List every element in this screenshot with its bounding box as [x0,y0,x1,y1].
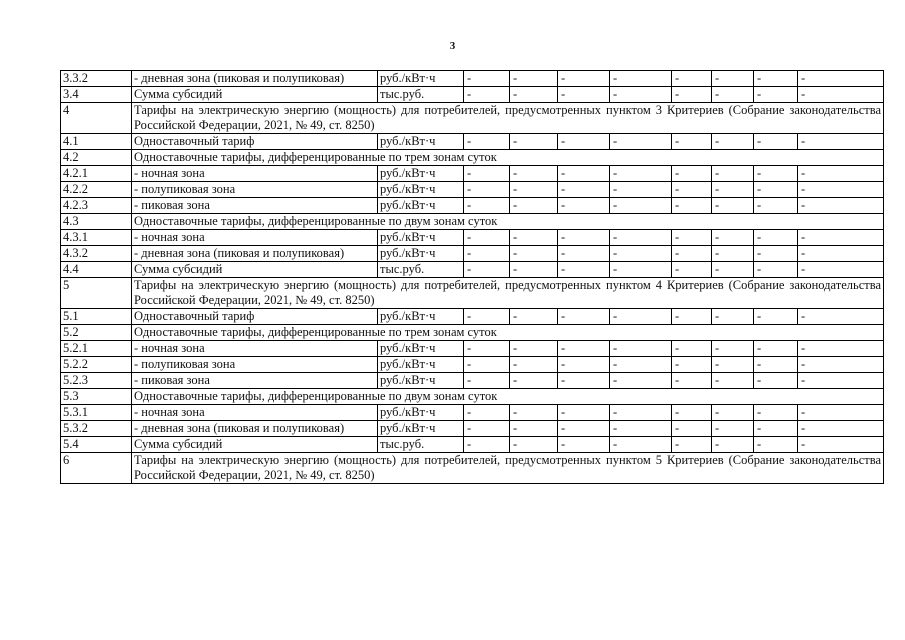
table-row [61,230,884,246]
value-cell: - [464,262,510,278]
row-label: - дневная зона (пиковая и полупиковая) [132,246,378,262]
value-cell: - [510,373,558,389]
section-title: Тарифы на электрическую энергию (мощность) для потребителей, предусмотренных пунктом 4 Критериев (Собрание законодательства Российской Федерации, 2021, № 49, ст. 8250) [132,278,884,309]
value-cell: - [510,357,558,373]
row-number: 3.3.2 [61,71,132,87]
value-cell: - [798,230,884,246]
value-cell: - [672,405,712,421]
row-number: 5.3.1 [61,405,132,421]
value-cell: - [558,198,610,214]
value-cell: - [712,341,754,357]
row-number: 4.3.1 [61,230,132,246]
value-cell: - [798,421,884,437]
value-cell: - [610,230,672,246]
table-row [61,437,884,453]
section-title: Одноставочные тарифы, дифференцированные по трем зонам суток [132,150,884,166]
value-cell: - [464,166,510,182]
value-cell: - [798,373,884,389]
value-cell: - [464,246,510,262]
row-unit: руб./кВт·ч [378,373,464,389]
row-label: - ночная зона [132,341,378,357]
value-cell: - [464,134,510,150]
value-cell: - [712,421,754,437]
value-cell: - [510,87,558,103]
value-cell: - [610,262,672,278]
value-cell: - [798,166,884,182]
row-number: 4.4 [61,262,132,278]
row-unit: руб./кВт·ч [378,309,464,325]
value-cell: - [672,134,712,150]
value-cell: - [798,357,884,373]
value-cell: - [464,341,510,357]
value-cell: - [798,246,884,262]
value-cell: - [754,437,798,453]
value-cell: - [510,246,558,262]
value-cell: - [754,71,798,87]
value-cell: - [798,71,884,87]
value-cell: - [510,134,558,150]
value-cell: - [610,166,672,182]
value-cell: - [712,71,754,87]
row-unit: тыс.руб. [378,262,464,278]
value-cell: - [510,421,558,437]
value-cell: - [754,166,798,182]
value-cell: - [558,405,610,421]
value-cell: - [712,357,754,373]
value-cell: - [610,437,672,453]
table-row [61,309,884,325]
row-label: - дневная зона (пиковая и полупиковая) [132,421,378,437]
value-cell: - [798,198,884,214]
table-row [61,373,884,389]
row-number: 5.2.3 [61,373,132,389]
table-row [61,134,884,150]
row-label: - полупиковая зона [132,357,378,373]
value-cell: - [464,182,510,198]
value-cell: - [712,87,754,103]
value-cell: - [798,87,884,103]
value-cell: - [558,421,610,437]
table-row [61,421,884,437]
value-cell: - [610,71,672,87]
value-cell: - [712,309,754,325]
value-cell: - [610,87,672,103]
value-cell: - [672,341,712,357]
row-unit: руб./кВт·ч [378,134,464,150]
row-unit: тыс.руб. [378,87,464,103]
value-cell: - [712,230,754,246]
value-cell: - [464,357,510,373]
value-cell: - [464,87,510,103]
value-cell: - [558,246,610,262]
row-label: Одноставочный тариф [132,309,378,325]
value-cell: - [672,198,712,214]
row-number: 4.2.2 [61,182,132,198]
row-unit: тыс.руб. [378,437,464,453]
value-cell: - [754,309,798,325]
value-cell: - [464,309,510,325]
value-cell: - [610,198,672,214]
value-cell: - [510,309,558,325]
section-title: Одноставочные тарифы, дифференцированные по двум зонам суток [132,389,884,405]
value-cell: - [558,230,610,246]
value-cell: - [672,246,712,262]
value-cell: - [712,262,754,278]
value-cell: - [610,246,672,262]
table-row [61,182,884,198]
value-cell: - [672,421,712,437]
value-cell: - [798,182,884,198]
value-cell: - [510,71,558,87]
value-cell: - [610,182,672,198]
value-cell: - [754,230,798,246]
value-cell: - [754,198,798,214]
section-title: Тарифы на электрическую энергию (мощность) для потребителей, предусмотренных пунктом 5 Критериев (Собрание законодательства Российской Федерации, 2021, № 49, ст. 8250) [132,453,884,484]
row-number: 5.2.2 [61,357,132,373]
row-number: 5.3 [61,389,132,405]
row-number: 3.4 [61,87,132,103]
row-number: 4.1 [61,134,132,150]
value-cell: - [510,341,558,357]
value-cell: - [672,87,712,103]
table-row [61,198,884,214]
value-cell: - [754,246,798,262]
value-cell: - [712,405,754,421]
row-unit: руб./кВт·ч [378,357,464,373]
value-cell: - [798,405,884,421]
value-cell: - [464,230,510,246]
section-title: Тарифы на электрическую энергию (мощность) для потребителей, предусмотренных пунктом 3 Критериев (Собрание законодательства Российской Федерации, 2021, № 49, ст. 8250) [132,103,884,134]
value-cell: - [558,341,610,357]
row-label: Сумма субсидий [132,262,378,278]
value-cell: - [558,262,610,278]
row-label: Одноставочный тариф [132,134,378,150]
row-label: - ночная зона [132,230,378,246]
value-cell: - [558,71,610,87]
value-cell: - [754,87,798,103]
table-row [61,87,884,103]
row-label: - пиковая зона [132,198,378,214]
row-unit: руб./кВт·ч [378,230,464,246]
value-cell: - [798,437,884,453]
value-cell: - [754,405,798,421]
value-cell: - [672,437,712,453]
value-cell: - [510,405,558,421]
value-cell: - [510,262,558,278]
value-cell: - [672,357,712,373]
value-cell: - [464,373,510,389]
row-number: 4.3 [61,214,132,230]
row-number: 4.2.1 [61,166,132,182]
row-unit: руб./кВт·ч [378,198,464,214]
value-cell: - [610,373,672,389]
value-cell: - [558,309,610,325]
row-unit: руб./кВт·ч [378,421,464,437]
row-number: 5.2 [61,325,132,341]
value-cell: - [464,405,510,421]
value-cell: - [558,357,610,373]
value-cell: - [610,309,672,325]
value-cell: - [672,71,712,87]
row-unit: руб./кВт·ч [378,71,464,87]
row-label: - дневная зона (пиковая и полупиковая) [132,71,378,87]
table-row [61,357,884,373]
section-header-row [61,214,884,230]
value-cell: - [558,373,610,389]
value-cell: - [754,421,798,437]
value-cell: - [754,262,798,278]
section-title: Одноставочные тарифы, дифференцированные по двум зонам суток [132,214,884,230]
row-label: Сумма субсидий [132,87,378,103]
row-unit: руб./кВт·ч [378,341,464,357]
value-cell: - [510,437,558,453]
row-number: 4.2 [61,150,132,166]
section-header-row [61,150,884,166]
value-cell: - [464,71,510,87]
row-number: 4.2.3 [61,198,132,214]
value-cell: - [798,341,884,357]
table-row [61,405,884,421]
value-cell: - [610,405,672,421]
value-cell: - [672,309,712,325]
value-cell: - [798,309,884,325]
value-cell: - [558,87,610,103]
table-body [61,71,884,484]
value-cell: - [510,230,558,246]
table-row [61,341,884,357]
value-cell: - [798,134,884,150]
row-label: - полупиковая зона [132,182,378,198]
value-cell: - [672,373,712,389]
row-label: Сумма субсидий [132,437,378,453]
row-unit: руб./кВт·ч [378,405,464,421]
section-header-row [61,103,884,134]
value-cell: - [798,262,884,278]
row-number: 6 [61,453,132,484]
table-row [61,262,884,278]
value-cell: - [558,134,610,150]
value-cell: - [712,166,754,182]
section-title: Одноставочные тарифы, дифференцированные по трем зонам суток [132,325,884,341]
value-cell: - [464,437,510,453]
value-cell: - [610,341,672,357]
tariff-table [60,70,884,484]
page-number: 3 [449,40,456,52]
row-number: 4.3.2 [61,246,132,262]
row-number: 5.4 [61,437,132,453]
value-cell: - [712,246,754,262]
row-unit: руб./кВт·ч [378,246,464,262]
value-cell: - [510,182,558,198]
value-cell: - [672,262,712,278]
row-number: 4 [61,103,132,134]
value-cell: - [610,134,672,150]
row-unit: руб./кВт·ч [378,182,464,198]
row-label: - пиковая зона [132,373,378,389]
value-cell: - [672,230,712,246]
table-row [61,166,884,182]
section-header-row [61,453,884,484]
row-label: - ночная зона [132,405,378,421]
value-cell: - [754,182,798,198]
row-number: 5.2.1 [61,341,132,357]
row-unit: руб./кВт·ч [378,166,464,182]
value-cell: - [754,373,798,389]
row-number: 5.3.2 [61,421,132,437]
value-cell: - [672,182,712,198]
section-header-row [61,389,884,405]
value-cell: - [558,437,610,453]
value-cell: - [712,437,754,453]
value-cell: - [754,134,798,150]
value-cell: - [712,198,754,214]
value-cell: - [672,166,712,182]
value-cell: - [464,198,510,214]
value-cell: - [610,421,672,437]
value-cell: - [558,182,610,198]
section-header-row [61,278,884,309]
value-cell: - [510,198,558,214]
value-cell: - [754,357,798,373]
value-cell: - [712,373,754,389]
row-label: - ночная зона [132,166,378,182]
value-cell: - [510,166,558,182]
row-number: 5.1 [61,309,132,325]
value-cell: - [558,166,610,182]
table-row [61,246,884,262]
row-number: 5 [61,278,132,309]
value-cell: - [610,357,672,373]
value-cell: - [712,134,754,150]
value-cell: - [712,182,754,198]
section-header-row [61,325,884,341]
table-row [61,71,884,87]
value-cell: - [754,341,798,357]
value-cell: - [464,421,510,437]
